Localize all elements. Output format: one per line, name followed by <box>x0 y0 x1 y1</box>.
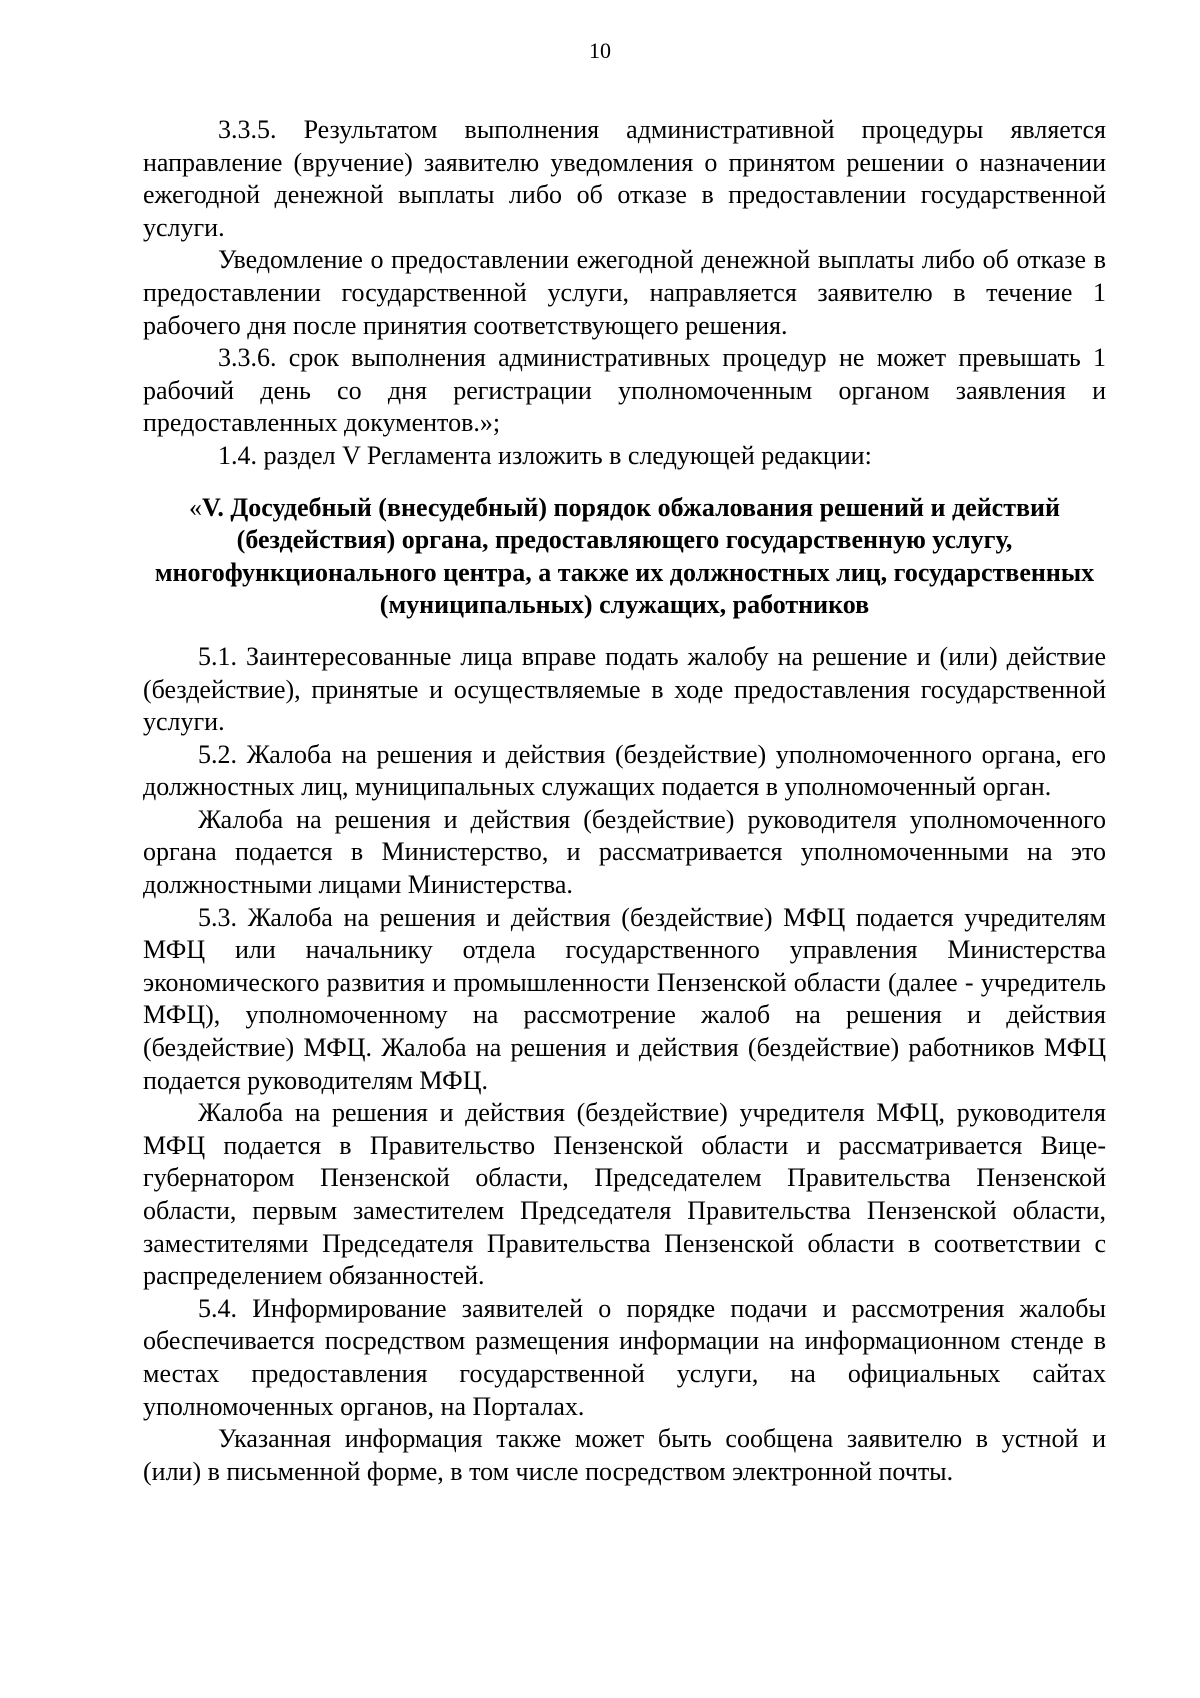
paragraph-1-4: 1.4. раздел V Регламента изложить в следующей редакции: <box>218 440 872 470</box>
paragraph-notification: Уведомление о предоставлении ежегодной денежной выплаты либо об отказе в предоставлении государственной услуги, направляется заявителю в течение 1 рабочего дня после принятия соответствующего решения. <box>143 245 1106 340</box>
paragraph-3-3-5: 3.3.5. Результатом выполнения административной процедуры является направление (вручение) заявителю уведомления о принятом решении о назначении ежегодной денежной выплаты либо об отказе в предоставлении государственной услуги. <box>143 115 1106 242</box>
paragraph-5-1: 5.1. Заинтересованные лица вправе подать жалобу на решение и (или) действие (бездействие), принятые и осуществляемые в ходе предоставления государственной услуги. <box>143 641 1106 737</box>
paragraph-5-4-oral: Указанная информация также может быть сообщена заявителю в устной и (или) в письменной форме, в том числе посредством электронной почты. <box>143 1424 1106 1486</box>
paragraph-5-4: 5.4. Информирование заявителей о порядке подачи и рассмотрения жалобы обеспечивается посредством размещения информации на информационном стенде в местах предоставления государственной услуги, на официальных сайтах уполномоченных органов, на Порталах. <box>143 1293 1106 1421</box>
heading-text: V. Досудебный (внесудебный) порядок обжалования решений и действий (бездействия) органа, предоставляющего государственную услугу, многофункционального центра, а также их должностных лиц, государственных (муниципальных) служащих, работников <box>154 492 1095 620</box>
paragraph-5-2: 5.2. Жалоба на решения и действия (бездействие) уполномоченного органа, его должностных лиц, муниципальных служащих подается в уполномоченный орган. <box>143 739 1106 802</box>
paragraph-5-3: 5.3. Жалоба на решения и действия (бездействие) МФЦ подается учредителям МФЦ или начальнику отдела государственного управления Министерства экономического развития и промышленности Пензенской области (далее - учредитель МФЦ), уполномоченному на рассмотрение жалоб на решения и действия (бездействие) МФЦ. Жалоба на решения и действия (бездействие) работников МФЦ подается руководителям МФЦ. <box>143 902 1106 1095</box>
page-number: 10 <box>589 38 611 63</box>
section-v-heading <box>143 492 1106 622</box>
paragraph-5-2-head: Жалоба на решения и действия (бездействие) руководителя уполномоченного органа подается в Министерство, и рассматривается уполномоченными на это должностными лицами Министерства. <box>143 804 1106 900</box>
heading-open-quote: « <box>188 492 202 522</box>
paragraph-5-3-founder: Жалоба на решения и действия (бездействие) учредителя МФЦ, руководителя МФЦ подается в Правительство Пензенской области и рассматривается Вице-губернатором Пензенской области, Председателем Правительства Пензенской области, первым заместителем Председателя Правительства Пензенской области, заместителями Председателя Правительства Пензенской области в соответствии с распределением обязанностей. <box>143 1098 1106 1291</box>
document-body <box>143 114 1106 1488</box>
paragraph-3-3-6: 3.3.6. срок выполнения административных процедур не может превышать 1 рабочий день со дня регистрации уполномоченным органом заявления и предоставленных документов.»; <box>143 343 1106 438</box>
